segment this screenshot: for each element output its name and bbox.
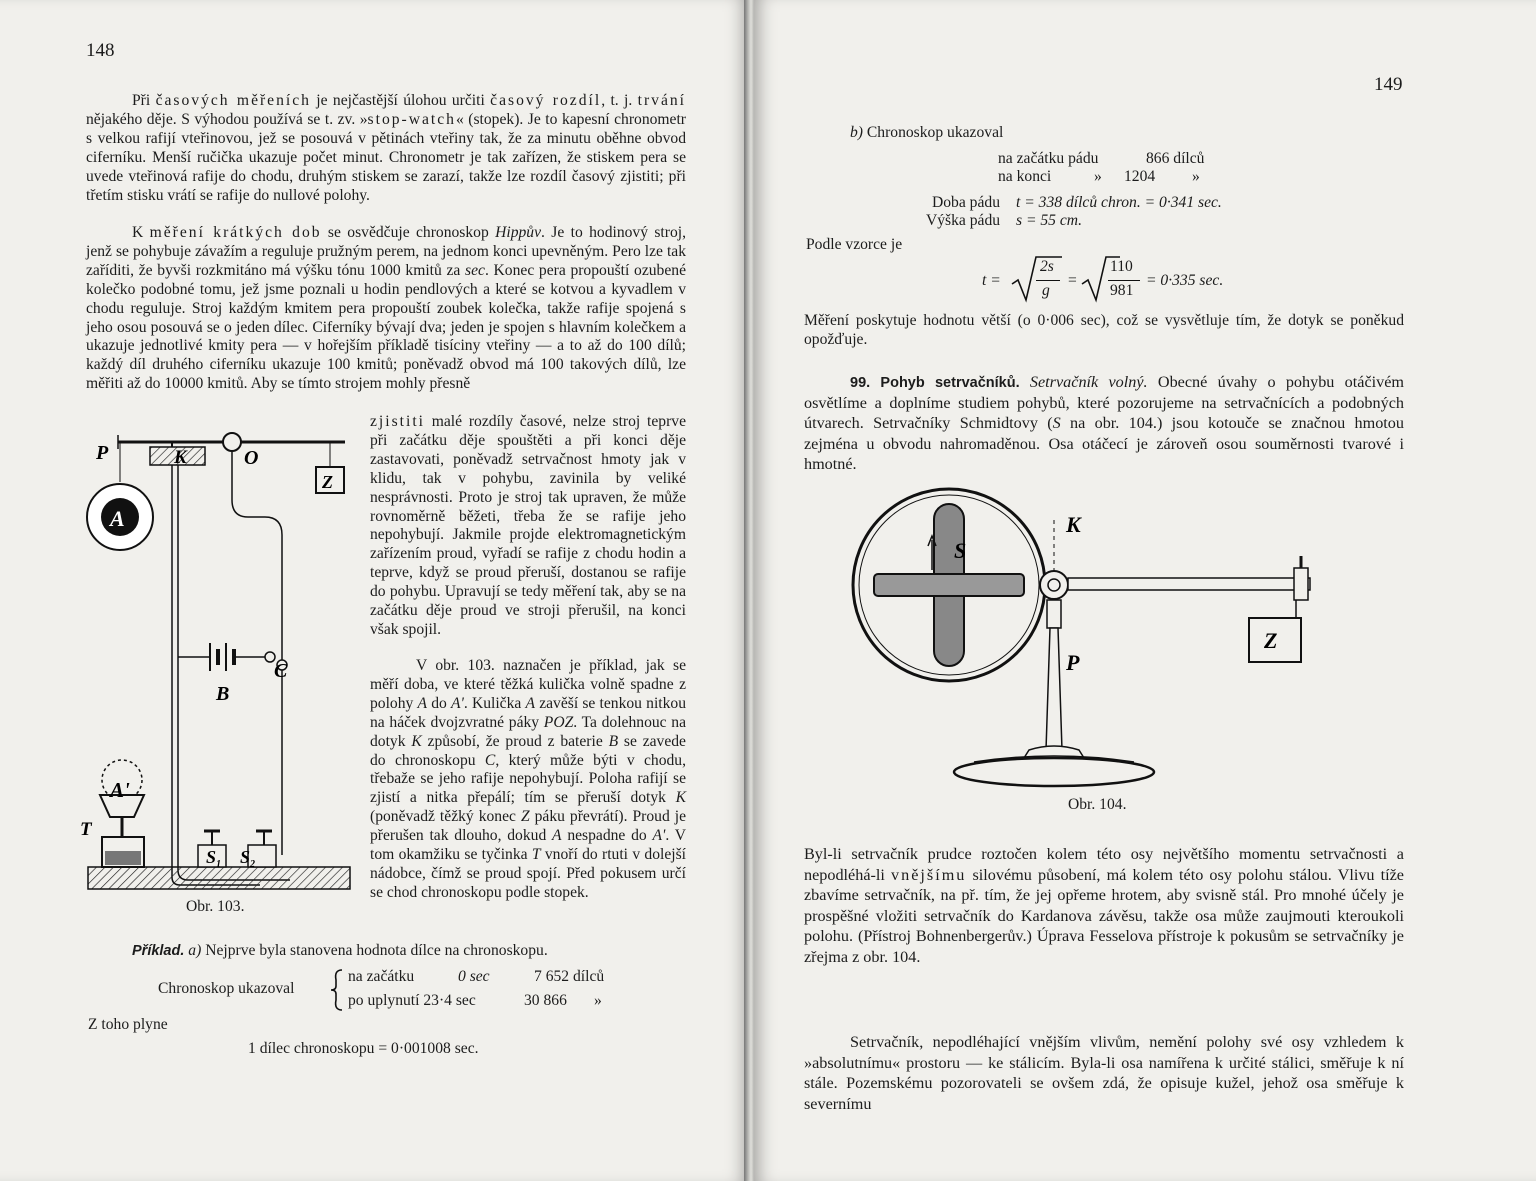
label-k: K [1066, 512, 1081, 537]
formula-den1: g [1042, 282, 1050, 299]
part-b-start-value: 866 dílců [1146, 150, 1205, 167]
formula-den2: 981 [1110, 282, 1134, 299]
figure-104 [854, 480, 1324, 825]
fall-time-label: Doba pádu [932, 194, 1000, 211]
part-b-end-label: na konci [998, 168, 1052, 185]
example-row1-label: na začátku [348, 968, 415, 985]
example-row2-label: po uplynutí 23·4 sec [348, 992, 476, 1009]
formula-t: t = [982, 272, 1001, 289]
paragraph-stopwatch: Při časových měřeních je nejčastější úlohou určiti časový rozdíl, t. j. trvání nějakého děje. S výhodou používá se t. zv. »stop-watch« (stopek). Je to kapesní chronometr s velkou rafijí vteřinovou, jež se posouvá v pětinách vteřiny tak, že za minutu oběhne obvod ciferníku. Menší ručička ukazuje počet minut. Chronometr je tak zařízen, že stiskem pera se uvede vteřinová rafije do chodu, druhým stiskem se zarazí, takže lze rozdíl časový zjistiti; při třetím stisku vrátí se rafije do nullové polohy. [86, 92, 686, 204]
formula-eq: = [1068, 272, 1077, 289]
arm [1068, 578, 1310, 590]
label-o: O [244, 447, 259, 469]
example-z-toho: Z toho plyne [88, 1016, 168, 1033]
pivot-o [223, 433, 241, 451]
label-a-prime: A' [110, 778, 130, 802]
right-page [754, 0, 1536, 1181]
formula-result: = 0·335 sec. [1146, 272, 1224, 289]
part-b-start-label: na začátku pádu [998, 150, 1099, 167]
example-row2-ditto: » [594, 992, 602, 1009]
example-intro: Příklad. a) Nejprve byla stanovena hodnota dílce na chronoskopu. [132, 942, 548, 959]
left-page [0, 0, 748, 1181]
base-plate [88, 867, 350, 889]
example-result: 1 dílec chronoskopu = 0·001008 sec. [248, 1040, 479, 1057]
figure-103-caption: Obr. 103. [186, 898, 245, 915]
paragraph-figure103-text: V obr. 103. naznačen je příklad, jak se měří doba, ve které těžká kulička volně spadne z polohy A do A'. Kulička A zavěší se tenkou nitkou na háček dvojzvratné páky POZ. Ta dolehnouc na dotyk K způsobí, že proud z baterie B se zavede do chronoskopu C, který může býti v chodu, třebaže se jeho rafije nepohybují. Poloha rafijí se zjistí a nitka přepálí; tím se přeruší dotyk K (poněvadž těžký konec Z páku převrátí). Proud je přerušen tak dlouho, dokud A nespadne do A'. V tom okamžiku se tyčinka T vnoří do rtuti v dolejší nádobce, čímž se proud spojí. Před pokusem určí se chod chronoskopu podle stopek. [370, 657, 687, 901]
label-p: P [1066, 650, 1080, 675]
fraction-bar-1 [1036, 280, 1060, 281]
label-a: A [110, 506, 125, 531]
fall-time-value: t = 338 dílců chron. = 0·341 sec. [1016, 194, 1222, 211]
formula-num1: 2s [1040, 258, 1054, 275]
formula-num2: 110 [1110, 258, 1133, 275]
sqrt-sign [1010, 254, 1120, 304]
stand-p [1046, 628, 1062, 750]
label-c: C [274, 660, 288, 682]
label-k: K [174, 447, 187, 468]
figure-104-caption: Obr. 104. [1068, 796, 1127, 813]
example-row1-time: 0 sec [458, 968, 490, 985]
formula-intro: Podle vzorce je [806, 236, 903, 253]
stand-base [954, 758, 1154, 786]
page-number: 149 [1374, 74, 1403, 95]
example-chrono-label: Chronoskop ukazoval [158, 980, 295, 997]
paragraph-chronoscope-cont: zjistiti malé rozdíly časové, nelze stroj teprve při začátku děje spouštěti a při konci děje zastavovati, poněvadž setrvačnost hmoty jak v klidu, tak v pohybu, zavinila by veliké nesprávnosti. Proto je stroj tak upraven, že může rovnoměrně běžeti, třeba že se rafije jeho nepohybují. Jakmile projde elektromagnetickým zařízením proud, vyřadí se rafije z chodu hodin a teprve, když se proud přeruší, dostanou se rafije do pohybu. Upravují se tedy měření tak, aby se na začátku děje proud ve stroji přerušil, na konci však spojil. [370, 413, 686, 638]
label-s: S [954, 538, 967, 563]
label-z: Z [1264, 628, 1278, 653]
example-row2-value: 30 866 [524, 992, 567, 1009]
paragraph-chronoscope: K měření krátkých dob se osvědčuje chronoskop Hippův. Je to hodinový stroj, jenž se pohybuje závažím a reguluje pružným perem, na jednom konci upevněným. Pero lze tak zaříditi, že byvši rozkmitáno má výšku tónu 1000 kmitů za sec. Konec pera propouští ozubené kolečko podobné tomu, jež jsme poznali u hodin pendlových a které se kotvou a kyvadlem v chodu reguluje. Stroj každým kmitem pera propouští zoubek kolečka, takže rafije spojená s jeho osou posouvá se o jeden dílec. Ciferníky bývají dva; jeden je spojen s hlavním kolečkem a ukazuje jednotlivé kmity pera — v hořejším příkladě tisíciny vteřiny — a to až do 100 dílů; každý díl druhého ciferníku ukazuje 100 kmitů; poněvadž obvod má 100 takových dílů, lze měřiti až do 10000 kmitů. Aby se tímto strojem mohly přesně [86, 224, 686, 393]
paragraph-flywheel: Byl-li setrvačník prudce roztočen kolem této osy největšího momentu setrvačnosti a nepodléhá-li vnějšímu silovému působení, má kolem této osy polohu stálou. Vlivu tíže zbavíme setrvačník, na př. tím, že jej opřeme hrotem, aby svisně stál. Pro mnohé účely je prospěšné vložiti setrvačník do Kardanova závěsu, takže osa může zaujmouti kteroukoli polohu. (Přístroj Bohnenbergerův.) Úprava Fesselova přístroje k pokusům se setrvačníky je zřejma z obr. 104. [804, 845, 1404, 966]
example-row1-value: 7 652 dílců [534, 968, 605, 985]
label-s1: $S_1$ [206, 847, 222, 870]
part-b-end-ditto2: » [1192, 168, 1200, 185]
page-number: 148 [86, 40, 115, 61]
fraction-bar-2 [1108, 280, 1140, 281]
part-b-end-ditto: » [1094, 168, 1102, 185]
fall-height-value: s = 55 cm. [1016, 212, 1082, 229]
label-b: B [216, 683, 230, 705]
label-s2: $S_2$ [240, 847, 256, 870]
flywheel-bar [874, 574, 1024, 596]
paragraph-free-flywheel: Setrvačník, nepodléhající vnějším vlivům, nemění polohy své osy vzhledem k »absolutnímu« prostoru — ke stálicím. Byla-li osa namířena k určité stálici, směřuje k ní stále. Pozemskému pozorovateli se ovšem zdá, že opisuje kužel, jehož osa směřuje k severnímu [804, 1033, 1404, 1113]
label-t: T [80, 819, 92, 840]
figure-103 [80, 425, 360, 895]
section-99-paragraph: 99. Pohyb setrvačníků. Setrvačník volný. Obecné úvahy o pohybu otáčivém osvětlíme a doplníme studiem pohybů, které pozorujeme na setrvačnících a podobných útvarech. Setrvačníky Schmidtovy (S na obr. 104.) jsou kotouče se značnou hmotou zejména u obvodu nahromaděnou. Osa otáčecí je zároveň osou souměrnosti tvarové i hmotné. [804, 373, 1404, 473]
paragraph-measurement: Měření poskytuje hodnotu větší (o 0·006 sec), což se vysvětluje tím, že dotyk se poněkud opožďuje. [804, 312, 1404, 348]
brace [330, 968, 344, 1012]
label-p: P [96, 442, 109, 464]
fall-height-label: Výška pádu [926, 212, 1001, 229]
part-b-end-value: 1204 [1124, 168, 1156, 185]
label-z: Z [322, 472, 333, 492]
part-b-intro: b) Chronoskop ukazoval [850, 124, 1004, 141]
